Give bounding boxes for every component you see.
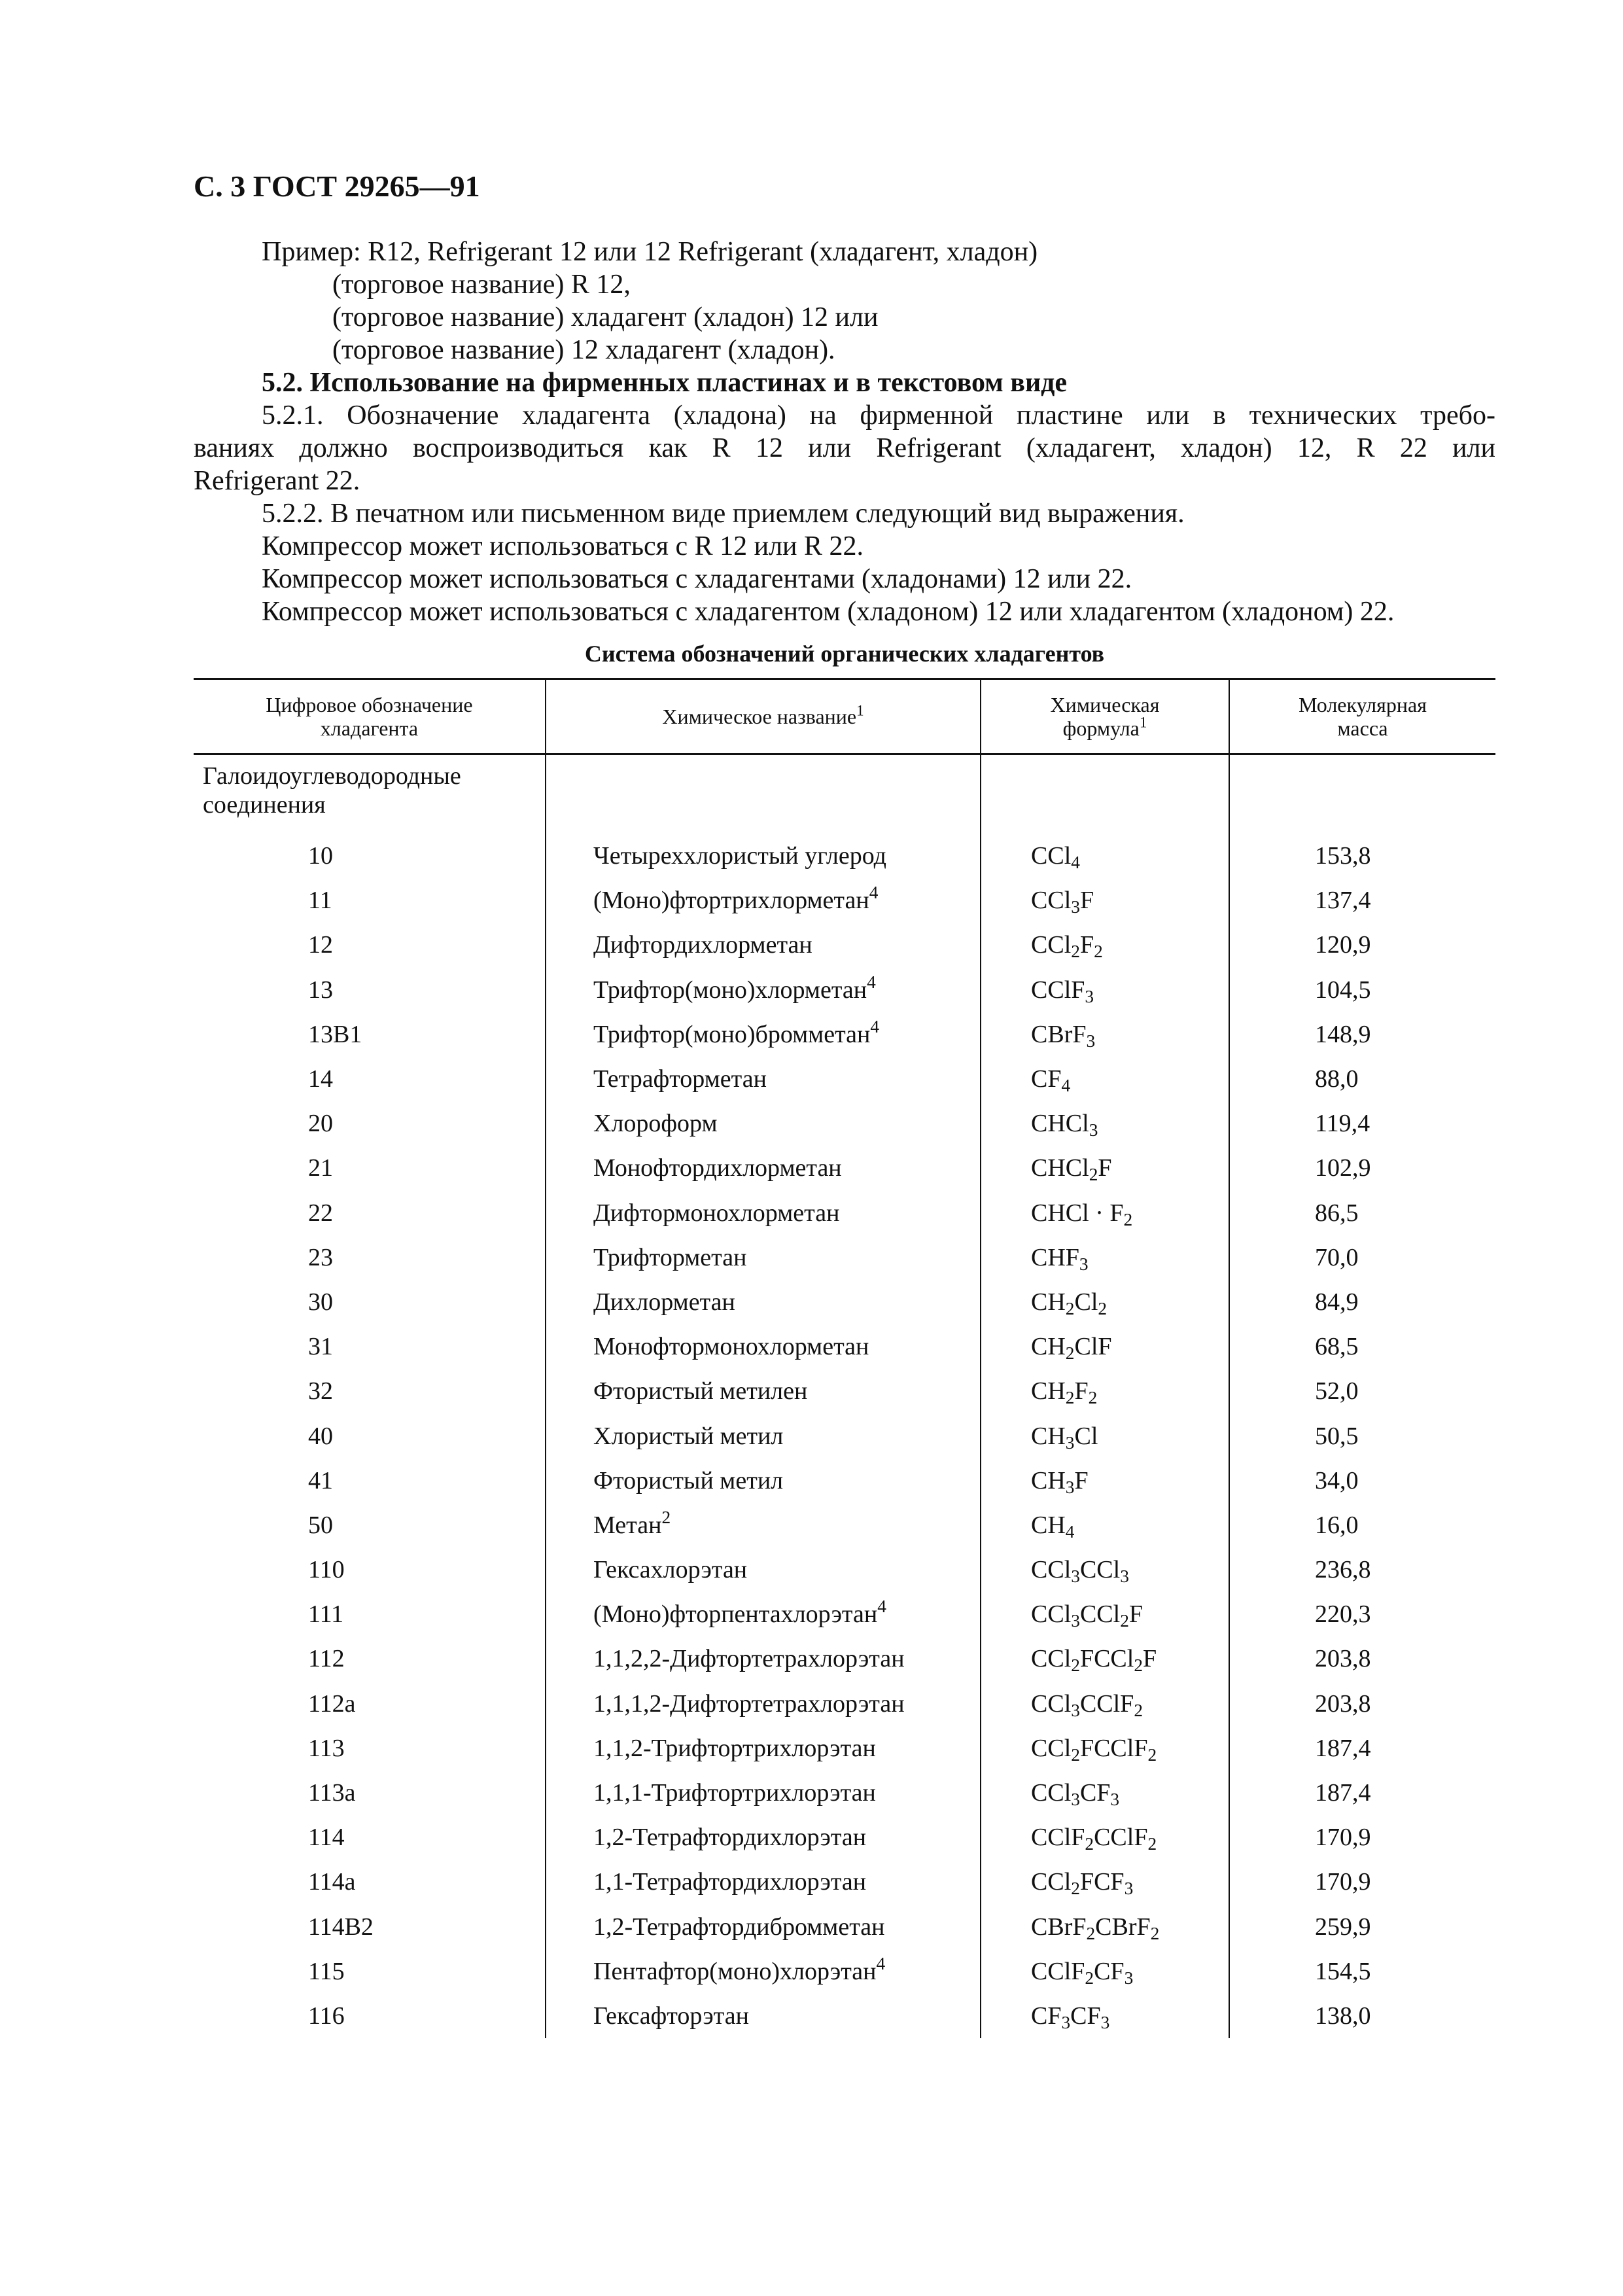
table-row [194, 1235, 1495, 1280]
cell-code: 112a [308, 1689, 356, 1718]
cell-mass: 70,0 [1229, 1235, 1495, 1280]
page-header: С. 3 ГОСТ 29265—91 [194, 169, 480, 203]
cell-mass: 259,9 [1229, 1905, 1495, 1949]
cell-name: 1,1,2-Трифтортрихлорэтан [546, 1726, 981, 1771]
cell-mass: 203,8 [1229, 1636, 1495, 1681]
table-row [194, 1636, 1495, 1681]
cell-formula: CCl$_3$CClF$_2$ [981, 1682, 1229, 1726]
cell-mass: 148,9 [1229, 1012, 1495, 1057]
cell-formula: $CF_4$ [981, 1057, 1229, 1101]
table-row [194, 1413, 1495, 1458]
cell-name: Гексахлорэтан [546, 1547, 981, 1592]
cell-mass: 34,0 [1229, 1458, 1495, 1503]
table-row [194, 1280, 1495, 1324]
paragraph-5-2-1-line-2: ваниях должно воспроизводиться как R 12 или Refrigerant (хладагент, хладон) 12, R 22 или [194, 433, 1495, 463]
table-row [194, 1726, 1495, 1771]
table-row [194, 1503, 1495, 1547]
cell-name: Трифтор(моно)хлорметан$^4$ [546, 968, 981, 1012]
group-row [194, 754, 1495, 834]
cell-name: (Моно)фтортрихлорметан$^4$ [546, 878, 981, 923]
cell-formula: $CH_2ClF$ [981, 1324, 1229, 1369]
cell-mass: 236,8 [1229, 1547, 1495, 1592]
example-sub-1: (торговое название) R 12, [332, 270, 631, 300]
footnote-marker: 4 [869, 883, 879, 903]
cell-name: Пентафтор(моно)хлорэтан$^4$ [546, 1949, 981, 1994]
cell-code: 114 [308, 1824, 345, 1852]
compressor-example-2: Компрессор может использоваться с хладагентами (хладонами) 12 или 22. [262, 564, 1132, 594]
paragraph-5-2-2: 5.2.2. В печатном или письменном виде приемлем следующий вид выражения. [262, 499, 1185, 529]
cell-formula: $CH_2F_2$ [981, 1369, 1229, 1413]
footnote-marker: 4 [877, 1597, 886, 1617]
cell-code: 114B2 [308, 1913, 374, 1941]
cell-mass: 84,9 [1229, 1280, 1495, 1324]
cell-code: 40 [308, 1422, 333, 1450]
table-row [194, 1949, 1495, 1994]
group-label: Галоидоуглеводородные соединения [203, 762, 461, 819]
cell-code: 21 [308, 1154, 333, 1182]
cell-code: 30 [308, 1288, 333, 1316]
cell-name: Гексафторэтан [546, 1994, 981, 2038]
example-sub-2: (торговое название) хладагент (хладон) 12 или [332, 302, 879, 332]
cell-name: Фтористый метилен [546, 1369, 981, 1413]
cell-name: Тетрафторметан [546, 1057, 981, 1101]
cell-mass: 220,3 [1229, 1592, 1495, 1636]
cell-code: 32 [308, 1377, 333, 1405]
cell-mass: 153,8 [1229, 834, 1495, 878]
cell-formula: CCl$_3$CCl$_3$ [981, 1547, 1229, 1592]
cell-name: 1,2-Тетрафтордибромметан [546, 1905, 981, 1949]
table-row [194, 878, 1495, 923]
example-sub-3: (торговое название) 12 хладагент (хладон). [332, 335, 835, 365]
cell-formula: CCl$_4$ [981, 834, 1229, 878]
table-row [194, 1682, 1495, 1726]
paragraph-5-2-1-line-1: 5.2.1. Обозначение хладагента (хладона) на фирменной пластине или в технических требо- [262, 400, 1495, 431]
cell-code: 113 [308, 1734, 345, 1762]
table-row [194, 1994, 1495, 2038]
table-row [194, 1369, 1495, 1413]
cell-mass: 203,8 [1229, 1682, 1495, 1726]
cell-mass: 52,0 [1229, 1369, 1495, 1413]
cell-code: 14 [308, 1065, 333, 1093]
cell-mass: 68,5 [1229, 1324, 1495, 1369]
table-row [194, 923, 1495, 967]
cell-name: Дихлорметан [546, 1280, 981, 1324]
table-caption: Система обозначений органических хладагентов [584, 641, 1105, 667]
cell-formula: $CH_3Cl$ [981, 1413, 1229, 1458]
cell-code: 116 [308, 2002, 345, 2030]
table-row [194, 1547, 1495, 1592]
cell-mass: 50,5 [1229, 1413, 1495, 1458]
cell-name: Дифтордихлорметан [546, 923, 981, 967]
cell-code: 22 [308, 1199, 333, 1227]
table-row [194, 1905, 1495, 1949]
refrigerant-table [194, 678, 1495, 2038]
header-code: Цифровое обозначение хладагента [194, 679, 546, 754]
footnote-marker: 4 [867, 972, 876, 992]
cell-name: Метан$^2$ [546, 1503, 981, 1547]
cell-formula: CClF$_2$CClF$_2$ [981, 1815, 1229, 1860]
cell-formula: $CH_3F$ [981, 1458, 1229, 1503]
cell-name: Трифтор(моно)бромметан$^4$ [546, 1012, 981, 1057]
cell-name: Монофтормонохлорметан [546, 1324, 981, 1369]
cell-mass: 187,4 [1229, 1771, 1495, 1815]
cell-code: 113a [308, 1779, 356, 1807]
cell-formula: $CCl_3CF_3$ [981, 1771, 1229, 1815]
cell-code: 31 [308, 1333, 333, 1361]
cell-name: Монофтордихлорметан [546, 1146, 981, 1190]
table-row [194, 1191, 1495, 1235]
table-row [194, 1146, 1495, 1190]
table-header-row [194, 679, 1495, 754]
cell-mass: 120,9 [1229, 923, 1495, 967]
cell-code: 110 [308, 1556, 345, 1584]
cell-code: 13B1 [308, 1020, 362, 1048]
cell-formula: CBrF$_2$CBrF$_2$ [981, 1905, 1229, 1949]
intro-text [194, 236, 1495, 628]
cell-formula: $CHF_3$ [981, 1235, 1229, 1280]
cell-mass: 86,5 [1229, 1191, 1495, 1235]
cell-mass: 137,4 [1229, 878, 1495, 923]
cell-code: 41 [308, 1466, 333, 1494]
cell-code: 115 [308, 1957, 345, 1985]
table-row [194, 1458, 1495, 1503]
cell-formula: $CH_4$ [981, 1503, 1229, 1547]
cell-formula: CHCl$_2$F [981, 1146, 1229, 1190]
table-row [194, 1057, 1495, 1101]
cell-name: 1,1,1-Трифтортрихлорэтан [546, 1771, 981, 1815]
table-row [194, 1012, 1495, 1057]
cell-formula: CHCl$_3$ [981, 1101, 1229, 1146]
cell-formula: CBrF$_3$ [981, 1012, 1229, 1057]
cell-name: Четыреххлористый углерод [546, 834, 981, 878]
cell-name: Хлористый метил [546, 1413, 981, 1458]
cell-code: 13 [308, 976, 333, 1004]
compressor-example-1: Компрессор может использоваться с R 12 или R 22. [262, 531, 864, 561]
cell-formula: CCl$_3$F [981, 878, 1229, 923]
cell-code: 111 [308, 1600, 344, 1629]
cell-code: 114a [308, 1868, 356, 1896]
table-row [194, 1324, 1495, 1369]
footnote-marker: 4 [870, 1016, 880, 1036]
cell-formula: $CF_3CF_3$ [981, 1994, 1229, 2038]
cell-mass: 170,9 [1229, 1815, 1495, 1860]
cell-mass: 16,0 [1229, 1503, 1495, 1547]
cell-name: 1,1-Тетрафтордихлорэтан [546, 1860, 981, 1904]
paragraph-5-2-1-line-3: Refrigerant 22. [194, 466, 360, 496]
cell-code: 11 [308, 887, 332, 915]
header-name: Химическое название$^1$ [546, 679, 981, 754]
table-row [194, 1815, 1495, 1860]
footnote-marker: 2 [661, 1507, 671, 1527]
cell-mass: 102,9 [1229, 1146, 1495, 1190]
table-row [194, 1101, 1495, 1146]
cell-name: Хлороформ [546, 1101, 981, 1146]
cell-formula: CClF$_3$ [981, 968, 1229, 1012]
header-formula: Химическая формула$^1$ [981, 679, 1229, 754]
cell-mass: 170,9 [1229, 1860, 1495, 1904]
cell-name: Фтористый метил [546, 1458, 981, 1503]
cell-formula: $CCl_2F_2$ [981, 923, 1229, 967]
cell-code: 112 [308, 1645, 345, 1673]
cell-formula: CHCl · $F_2$ [981, 1191, 1229, 1235]
cell-code: 10 [308, 842, 333, 870]
cell-formula: $CH_2Cl_2$ [981, 1280, 1229, 1324]
footnote-marker: 4 [876, 1953, 886, 1973]
section-heading: 5.2. Использование на фирменных пластинах и в текстовом виде [262, 368, 1068, 398]
cell-code: 23 [308, 1243, 333, 1271]
cell-code: 12 [308, 931, 333, 959]
cell-formula: $CCl_2FCF_3$ [981, 1860, 1229, 1904]
cell-formula: CCl$_3$CCl$_2$F [981, 1592, 1229, 1636]
cell-name: (Моно)фторпентахлорэтан$^4$ [546, 1592, 981, 1636]
table-row [194, 834, 1495, 878]
table-row [194, 968, 1495, 1012]
cell-mass: 187,4 [1229, 1726, 1495, 1771]
cell-code: 20 [308, 1110, 333, 1138]
compressor-example-3: Компрессор может использоваться с хладагентом (хладоном) 12 или хладагентом (хладоном) 22. [262, 597, 1395, 627]
table-row [194, 1860, 1495, 1904]
cell-mass: 88,0 [1229, 1057, 1495, 1101]
cell-name: Трифторметан [546, 1235, 981, 1280]
table-row [194, 1771, 1495, 1815]
cell-mass: 119,4 [1229, 1101, 1495, 1146]
cell-name: Дифтормонохлорметан [546, 1191, 981, 1235]
cell-formula: $CClF_2CF_3$ [981, 1949, 1229, 1994]
cell-name: 1,2-Тетрафтордихлорэтан [546, 1815, 981, 1860]
cell-name: 1,1,2,2-Дифтортетрахлорэтан [546, 1636, 981, 1681]
cell-name: 1,1,1,2-Дифтортетрахлорэтан [546, 1682, 981, 1726]
cell-mass: 104,5 [1229, 968, 1495, 1012]
table-row [194, 1592, 1495, 1636]
example-line: Пример: R12, Refrigerant 12 или 12 Refrigerant (хладагент, хладон) [262, 237, 1038, 267]
cell-mass: 138,0 [1229, 1994, 1495, 2038]
cell-formula: CCl$_2$FCClF$_2$ [981, 1726, 1229, 1771]
cell-formula: CCl$_2$FCCl$_2$F [981, 1636, 1229, 1681]
header-mass: Молекулярная масса [1229, 679, 1495, 754]
cell-code: 50 [308, 1511, 333, 1539]
cell-mass: 154,5 [1229, 1949, 1495, 1994]
